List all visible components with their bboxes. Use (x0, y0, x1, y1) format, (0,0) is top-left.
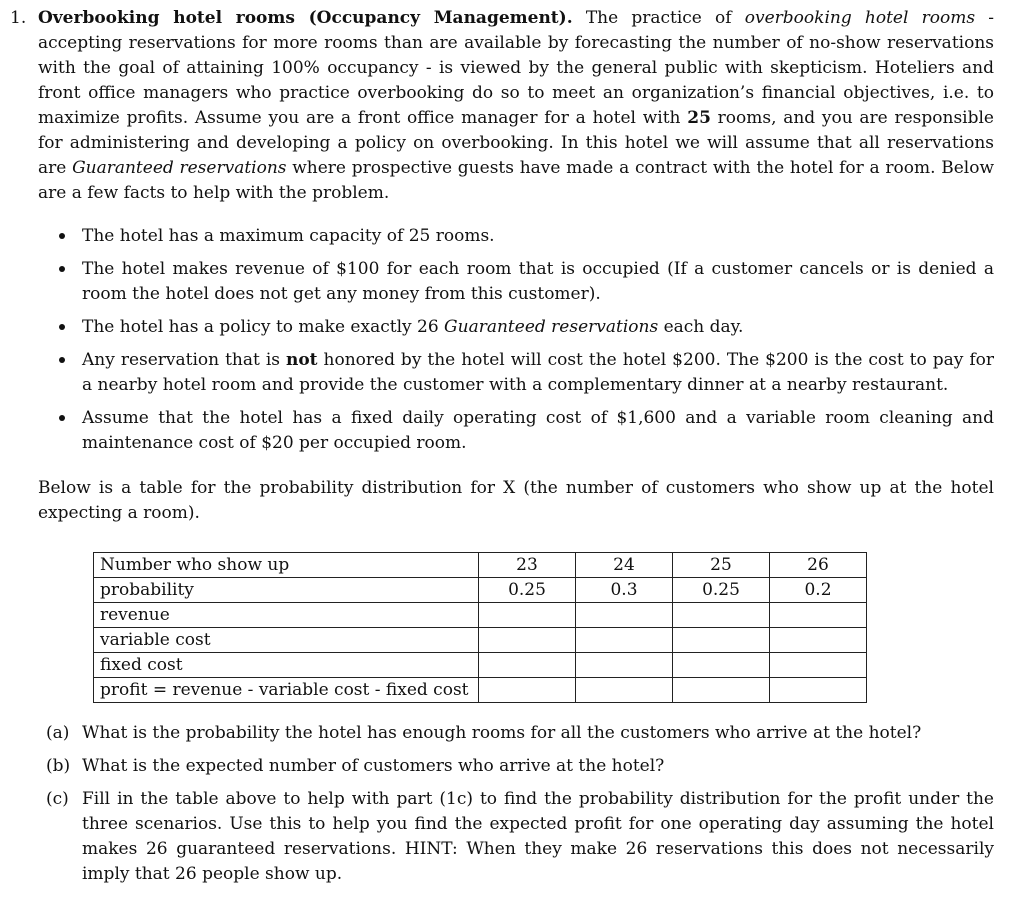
table-cell (770, 628, 867, 653)
row-label: revenue (94, 603, 479, 628)
table-cell (673, 628, 770, 653)
table-cell (576, 628, 673, 653)
question-part-c (46, 787, 994, 887)
fact-item (82, 257, 994, 307)
problem-intro-paragraph (10, 6, 994, 206)
table-cell (770, 603, 867, 628)
part-text: What is the expected number of customers who arrive at the hotel? (82, 756, 665, 776)
part-text: What is the probability the hotel has enough rooms for all the customers who arrive at the hotel? (82, 723, 922, 743)
table-cell: 26 (770, 553, 867, 578)
text-run: Guaranteed reservations (444, 317, 659, 337)
table-cell: 0.25 (479, 578, 576, 603)
text-run: each day. (658, 317, 744, 337)
table-row (94, 628, 867, 653)
text-run: Assume that the hotel has a fixed daily operating cost of $1,600 and a variable room cleaning and maintenance cost of $20 per occupied room. (82, 408, 994, 453)
text-run: not (285, 350, 318, 370)
table-cell: 0.25 (673, 578, 770, 603)
row-label: fixed cost (94, 653, 479, 678)
text-run: honored by the hotel will cost the hotel $200. The $200 is the cost to pay for a nearby hotel room and provide the customer with a complementary dinner at a nearby restaurant. (82, 350, 994, 395)
text-run: Guaranteed reservations (72, 158, 287, 178)
text-run: The hotel has a policy to make exactly 26 (82, 317, 445, 337)
table-row (94, 678, 867, 703)
table-row (94, 553, 867, 578)
row-label: probability (94, 578, 479, 603)
probability-table (93, 552, 867, 703)
table-cell: 23 (479, 553, 576, 578)
table-cell (576, 603, 673, 628)
table-cell: 0.2 (770, 578, 867, 603)
text-run: 25 (687, 108, 711, 128)
problem-title: Overbooking hotel rooms (Occupancy Management). (38, 8, 573, 28)
part-text: Fill in the table above to help with part (1c) to find the probability distribution for the profit under the three scenarios. Use this to help you find the expected profit for one operating day assuming the hotel makes 26 guaranteed reservations. HINT: When they make 26 reservations this does not necessarily imply that 26 people show up. (82, 789, 994, 884)
table-row (94, 653, 867, 678)
text-run: Any reservation that is (82, 350, 286, 370)
text-run: rooms, and you are responsible for administering and developing a policy on overbooking. In this hotel we will assume that all reservations are (38, 108, 994, 178)
row-label: profit = revenue - variable cost - fixed cost (94, 678, 479, 703)
text-run: overbooking hotel rooms (744, 8, 976, 28)
part-marker: (b) (46, 756, 71, 776)
table-cell (479, 603, 576, 628)
table-cell (770, 678, 867, 703)
part-marker: (a) (46, 723, 70, 743)
table-cell (673, 653, 770, 678)
text-run: where prospective guests have made a contract with the hotel for a room. Below are a few facts to help with the problem. (38, 158, 994, 203)
table-cell (576, 678, 673, 703)
text-run: The hotel has a maximum capacity of 25 rooms. (82, 226, 495, 246)
table-cell (479, 628, 576, 653)
table-cell (479, 653, 576, 678)
table-row (94, 603, 867, 628)
fact-item (82, 224, 994, 249)
text-run: The hotel makes revenue of $100 for each room that is occupied (If a customer cancels or is denied a room the hotel does not get any money from this customer). (82, 259, 994, 304)
question-part-a (46, 721, 994, 746)
table-cell: 0.3 (576, 578, 673, 603)
part-marker: (c) (46, 789, 69, 809)
problem-number: 1. (10, 8, 27, 28)
question-part-b (46, 754, 994, 779)
table-cell (479, 678, 576, 703)
question-parts (38, 721, 994, 887)
fact-item (82, 348, 994, 398)
row-label: Number who show up (94, 553, 479, 578)
table-intro: Below is a table for the probability distribution for X (the number of customers who show up at the hotel expecting a room). (38, 478, 994, 523)
table-row (94, 578, 867, 603)
table-cell (673, 678, 770, 703)
problem-intro-text (38, 8, 994, 203)
row-label: variable cost (94, 628, 479, 653)
fact-item (82, 406, 994, 456)
text-run: - accepting reservations for more rooms than are available by forecasting the number of no-show reservations with the goal of attaining 100% occupancy - is viewed by the general public with skepticism. Hoteliers and front office managers who practice overbooking do so to meet an organization’s financial objectives, i.e. to maximize profits. Assume you are a front office manager for a hotel with (38, 8, 994, 128)
table-cell (770, 653, 867, 678)
table-cell: 25 (673, 553, 770, 578)
facts-list (38, 224, 994, 456)
table-cell (576, 653, 673, 678)
table-cell: 24 (576, 553, 673, 578)
table-cell (673, 603, 770, 628)
fact-item (82, 315, 994, 340)
text-run: The practice of (585, 8, 745, 28)
